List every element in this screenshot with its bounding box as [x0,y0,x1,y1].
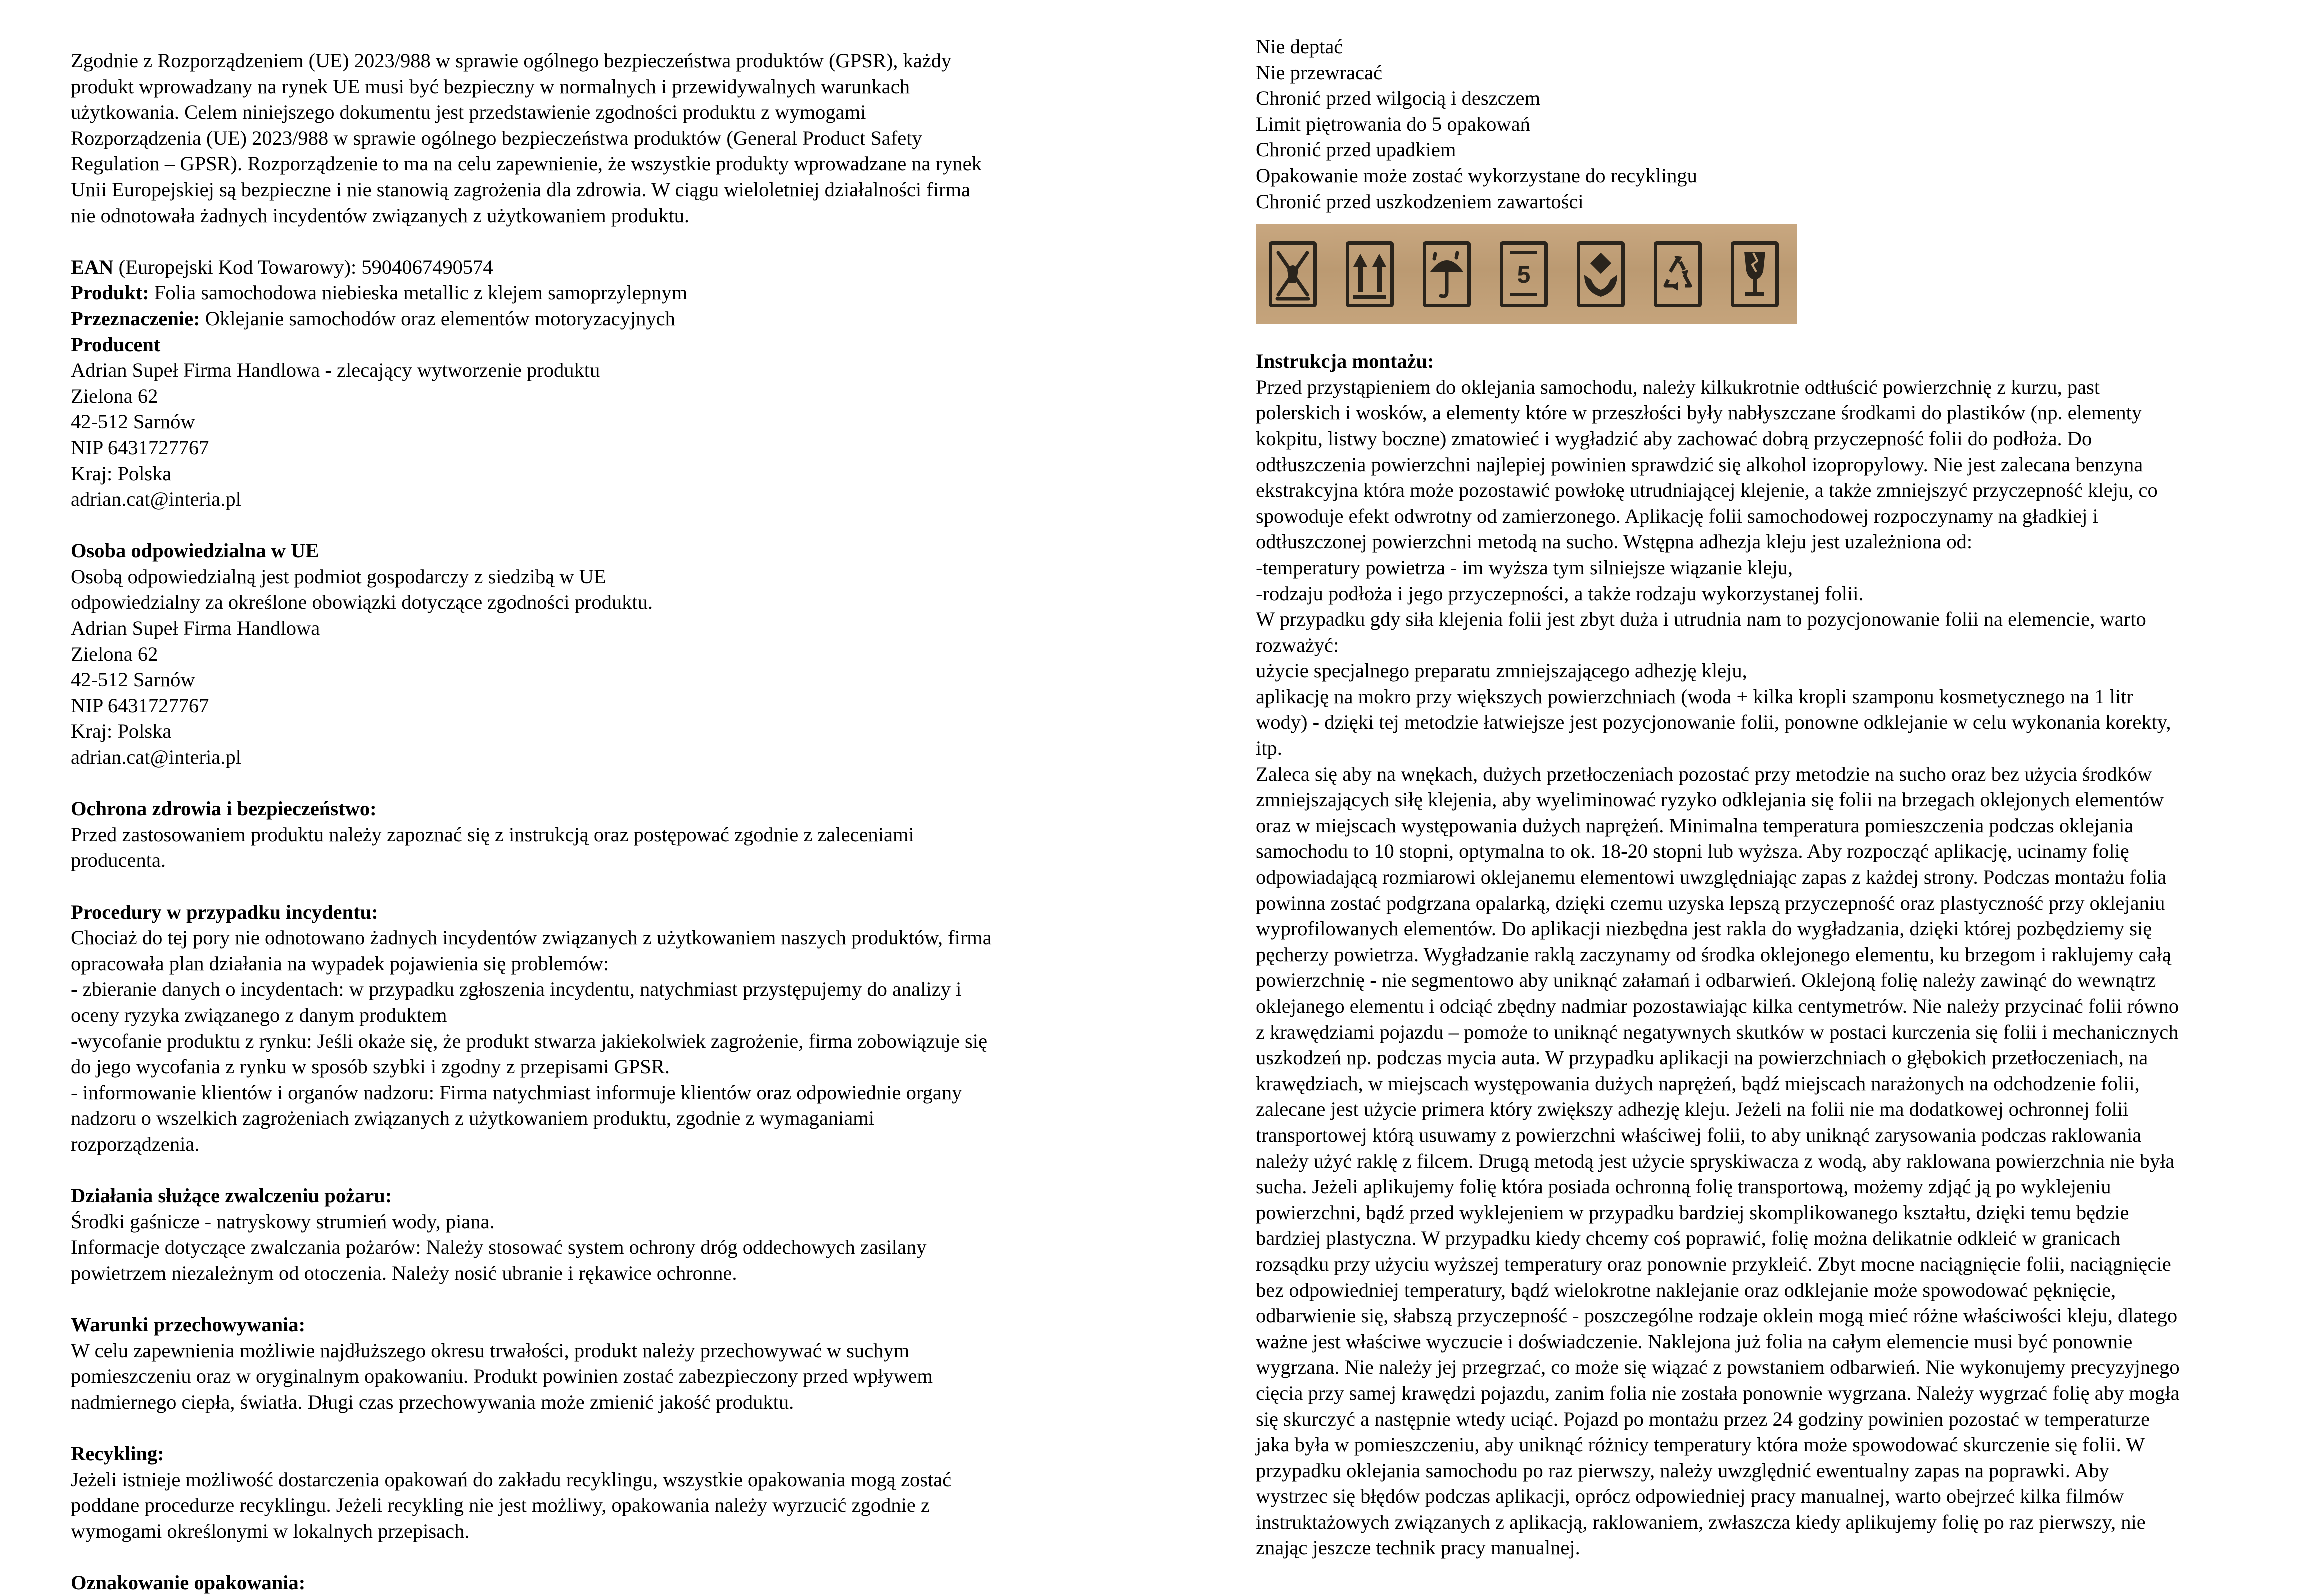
recycle-icon [1654,242,1702,308]
health-text: Przed zastosowaniem produktu należy zapoznać się z instrukcją oraz postępować zgodnie z zaleceniami producenta. [71,823,914,872]
left-column [71,48,1076,1596]
producer-details: Adrian Supeł Firma Handlowa - zlecający wytworzenie produktu Zielona 62 42-512 Sarnów NIP 6431727767 Kraj: Polska adrian.cat@interia.pl [71,359,600,511]
responsible-heading: Osoba odpowiedzialna w UE [71,540,320,562]
right-column [1256,34,2256,1561]
purpose-line [71,306,1076,332]
packaging-symbols-strip [1256,224,1797,324]
stacking-limit-number: 5 [1517,262,1531,289]
responsible-text: Osobą odpowiedzialną jest podmiot gospodarczy z siedzibą w UE odpowiedzialny za określone obowiązki dotyczące zgodności produktu. Adrian Supeł Firma Handlowa Zielona 62 42-512 Sarnów NIP 6431727767 Kraj: Polska adrian.cat@interia.pl [71,565,653,769]
recycling-heading: Recykling: [71,1442,164,1466]
product-label: Produkt: [71,282,150,304]
fragile-glass-icon [1731,242,1779,308]
fire-text: Środki gaśnicze - natryskowy strumień wody, piana. Informacje dotyczące zwalczania pożarów: Należy stosować system ochrony dróg oddechowych zasilany powietrzem niezależnym od otoczenia. Należy nosić ubranie i rękawice ochronne. [71,1210,927,1284]
storage-heading: Warunki przechowywania: [71,1314,306,1336]
incident-heading: Procedury w przypadku incydentu: [71,900,378,924]
packaging-heading: Oznakowanie opakowania: [71,1572,306,1594]
install-heading: Instrukcja montażu: [1256,350,1434,373]
producer-heading: Producent [71,333,161,356]
ean-line [71,254,1076,280]
handle-with-care-icon [1577,242,1625,308]
product-value: Folia samochodowa niebieska metallic z klejem samoprzylepnym [149,282,688,304]
purpose-label: Przeznaczenie: [71,307,200,330]
product-line [71,280,1076,306]
stacking-limit-icon [1500,242,1548,308]
fire-heading: Działania służące zwalczeniu pożaru: [71,1184,392,1208]
recycling-text: Jeżeli istnieje możliwość dostarczenia opakowań do zakładu recyklingu, wszystkie opakowania mogą zostać poddane procedurze recyklingu. Jeżeli recykling nie jest możliwy, opakowania należy wyrzucić zgodnie z wymogami określonymi w lokalnych przepisach. [71,1468,952,1542]
packaging-marks-list: Nie deptać Nie przewracać Chronić przed wilgocią i deszczem Limit piętrowania do 5 opakowań Chronić przed upadkiem Opakowanie może zostać wykorzystane do recyklingu Chronić przed uszkodzeniem zawartości [1256,36,1698,213]
ean-label: EAN [71,256,114,278]
do-not-step-icon [1269,242,1317,308]
ean-value: (Europejski Kod Towarowy): 5904067490574 [114,256,494,278]
incident-text: Chociaż do tej pory nie odnotowano żadnych incydentów związanych z użytkowaniem naszych produktów, firma opracowała plan działania na wypadek pojawienia się problemów: - zbieranie danych o incydentach: w przypadku zgłoszenia incydentu, natychmiast przystępujemy do analizy i oceny ryzyka związanego z danym produktem -wycofanie produktu z rynku: Jeśli okaże się, że produkt stwarza jakiekolwiek zagrożenie, firma zobowiązuje się do jego wycofania z rynku w sposób szybki i zgodny z przepisami GPSR. - informowanie klientów i organów nadzoru: Firma natychmiast informuje klientów oraz odpowiednie organy nadzoru o wszelkich zagrożeniach związanych z użytkowaniem produktu, zgodnie z wymaganiami rozporządzenia. [71,926,992,1156]
health-heading: Ochrona zdrowia i bezpieczeństwo: [71,798,377,820]
intro-paragraph: Zgodnie z Rozporządzeniem (UE) 2023/988 w sprawie ogólnego bezpieczeństwa produktów (GPSR), każdy produkt wprowadzany na rynek UE musi być bezpieczny w normalnych i przewidywalnych warunkach użytkowania. Celem niniejszego dokumentu jest przedstawienie zgodności produktu z wymogami Rozporządzenia (UE) 2023/988 w sprawie ogólnego bezpieczeństwa produktów (General Product Safety Regulation – GPSR). Rozporządzenie to ma na celu zapewnienie, że wszystkie produkty wprowadzane na rynek Unii Europejskiej są bezpieczne i nie stanowią zagrożenia dla zdrowia. W ciągu wieloletniej działalności firma nie odnotowała żadnych incydentów związanych z użytkowaniem produktu. [71,50,982,227]
install-text: Przed przystąpieniem do oklejania samochodu, należy kilkukrotnie odtłuścić powierzchnię z kurzu, past polerskich i wosków, a elementy które w przeszłości były nabłyszczane środkami do plastików (np. elementy kokpitu, listwy boczne) zmatowieć i wygładzić aby zachować dobrą przyczepność folii do podłoża. Do odtłuszczenia powierzchni najlepiej powinien sprawdzić się alkohol izopropylowy. Nie jest zalecana benzyna ekstrakcyjna która może pozostawić powłokę utrudniającej klejenie, a także zmniejszyć przyczepność kleju, co spowoduje efekt odwrotny od zamierzonego. Aplikację folii samochodowej rozpoczynamy na gładkiej i odtłuszczonej powierzchni metodą na sucho. Wstępna adhezja kleju jest uzależniona od: -temperatury powietrza - im wyższa tym silniejsze wiązanie kleju, -rodzaju podłoża i jego przyczepności, a także rodzaju wykorzystanej folii. W przypadku gdy siła klejenia folii jest zbyt duża i utrudnia nam to pozycjonowanie folii na elemencie, warto rozważyć: użycie specjalnego preparatu zmniejszającego adhezję kleju, aplikację na mokro przy większych powierzchniach (woda + kilka kropli szamponu kosmetycznego na 1 litr wody) - dzięki tej metodzie łatwiejsze jest pozycjonowanie folii, ponowne odklejanie w celu wykonania korekty, itp. Zaleca się aby na wnękach, dużych przetłoczeniach pozostać przy metodzie na sucho oraz bez użycia środków zmniejszających siłę klejenia, aby wyeliminować ryzyko odklejania się folii na brzegach oklejonych elementów oraz w miejscach występowania dużych naprężeń. Minimalna temperatura pomieszczenia podczas oklejania samochodu to 10 stopni, optymalna to ok. 18-20 stopni lub wyższa. Aby rozpocząć aplikację, ucinamy folię odpowiadającą rozmiarowi oklejanemu elementowi uwzględniając zapas z każdej strony. Podczas montażu folia powinna zostać podgrzana opalarką, dzięki czemu uzyska lepszą przyczepność oraz plastyczność przy oklejaniu wyprofilowanych elementów. Do aplikacji niezbędna jest rakla do wygładzania, dzięki której pozbędziemy się pęcherzy powietrza. Wygładzanie raklą zaczynamy od środka oklejonego elementu, ku brzegom i raklujemy całą powierzchnię - nie segmentowo aby uniknąć załamań i odbarwień. Oklejoną folię należy zawinąć do wewnątrz oklejanego elementu i odciąć zbędny nadmiar pozostawiając kilka centymetrów. Nie należy przycinać folii równo z krawędziami pojazdu – pomoże to uniknąć negatywnych skutków w postaci kurczenia się folii i mechanicznych uszkodzeń np. podczas mycia auta. W przypadku aplikacji na powierzchniach o głębokich przetłoczeniach, na krawędziach, w miejscach występowania dużych naprężeń, bądź miejscach narażonych na odchodzenie folii, zalecane jest użycie primera który zwiększy adhezję kleju. Jeżeli na folii nie ma dodatkowej ochronnej folii transportowej którą usuwamy z powierzchni właściwej folii, to aby uniknąć zarysowania podczas raklowania należy użyć raklę z filcem. Drugą metodą jest użycie spryskiwacza z wodą, aby raklowana powierzchnia nie była sucha. Jeżeli aplikujemy folię która posiada ochronną folię transportową, możemy zdjąć ją po wyklejeniu powierzchni, bądź przed wyklejeniem w przypadku bardziej skomplikowanego kształtu, dzięki temu będzie bardziej plastyczna. W przypadku kiedy chcemy coś poprawić, folię można delikatnie odkleić w granicach rozsądku przy użyciu wyższej temperatury oraz ponownie przykleić. Zbyt mocne naciągnięcie folii, naciągnięcie bez odpowiedniej temperatury, bądź wielokrotne naklejanie oraz odklejanie może spowodować pęknięcie, odbarwienie się, słabszą przyczepność - poszczególne rodzaje oklein mogą mieć różne właściwości kleju, dlatego ważne jest właściwe wyczucie i doświadczenie. Naklejona już folia na całym elemencie musi być ponownie wygrzana. Nie należy jej przegrzać, co może się wiązać z powstaniem odbarwień. Nie wykonujemy precyzyjnego cięcia przy samej krawędzi pojazdu, zanim folia nie została ponownie wygrzana. Należy wygrzać folię aby mogła się skurczyć a następnie wtedy uciąć. Pojazd po montażu przez 24 godziny powinien pozostać w temperaturze jaka była w pomieszczeniu, aby uniknąć różnicy temperatury która może spowodować skurczenie się folii. W przypadku oklejania samochodu po raz pierwszy, należy uwzględnić ewentualny zapas na poprawki. Aby wystrzec się błędów podczas aplikacji, oprócz odpowiedniej pracy manualnej, warto obejrzeć kilka filmów instruktażowych związanych z aplikacją, raklowaniem, zwłaszcza kiedy aplikujemy folię po raz pierwszy, nie znając jeszcze technik pracy manualnej. [1256,376,2180,1560]
keep-dry-umbrella-icon [1423,242,1471,308]
storage-text: W celu zapewnienia możliwie najdłuższego okresu trwałości, produkt należy przechowywać w suchym pomieszczeniu oraz w oryginalnym opakowaniu. Produkt powinien zostać zabezpieczony przed wpływem nadmiernego ciepła, światła. Długi czas przechowywania może zmienić jakość produktu. [71,1339,934,1414]
this-way-up-icon [1346,242,1394,308]
purpose-value: Oklejanie samochodów oraz elementów motoryzacyjnych [200,307,676,330]
